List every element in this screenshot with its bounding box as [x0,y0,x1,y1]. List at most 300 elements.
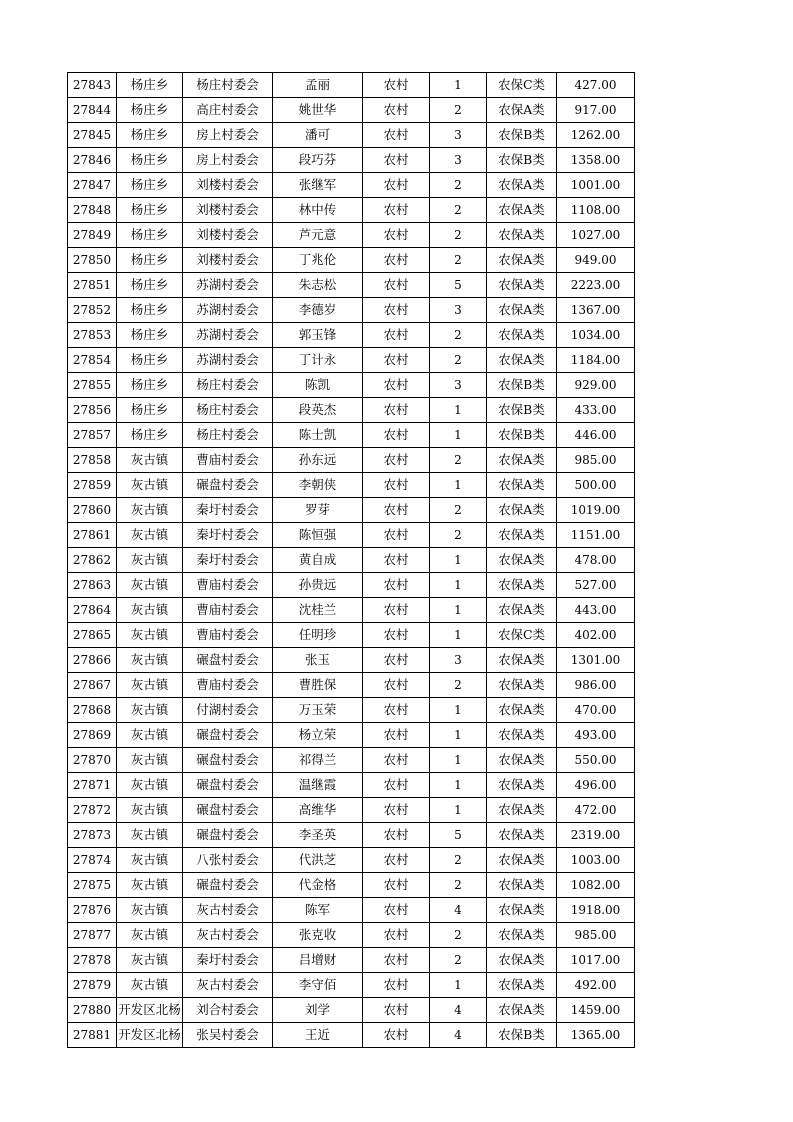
cell-village: 秦圩村委会 [183,948,273,973]
table-row [68,498,635,523]
cell-amount: 917.00 [557,98,635,123]
cell-category: 农保A类 [487,273,557,298]
cell-village: 曹庙村委会 [183,673,273,698]
cell-category: 农保A类 [487,973,557,998]
cell-village: 曹庙村委会 [183,598,273,623]
table-row [68,298,635,323]
cell-category: 农保B类 [487,1023,557,1048]
cell-id: 27863 [68,573,117,598]
cell-town: 杨庄乡 [117,423,183,448]
cell-category: 农保B类 [487,148,557,173]
cell-category: 农保A类 [487,223,557,248]
cell-name: 任明珍 [273,623,363,648]
cell-town: 灰古镇 [117,748,183,773]
cell-count: 1 [430,473,487,498]
cell-type: 农村 [363,1023,430,1048]
cell-name: 张克收 [273,923,363,948]
table-row [68,648,635,673]
cell-type: 农村 [363,398,430,423]
cell-name: 陈恒强 [273,523,363,548]
cell-amount: 986.00 [557,673,635,698]
cell-category: 农保A类 [487,298,557,323]
cell-count: 2 [430,248,487,273]
cell-town: 灰古镇 [117,873,183,898]
cell-count: 2 [430,873,487,898]
cell-category: 农保B类 [487,373,557,398]
table-row [68,723,635,748]
cell-town: 灰古镇 [117,648,183,673]
cell-category: 农保A类 [487,923,557,948]
cell-amount: 527.00 [557,573,635,598]
cell-amount: 1019.00 [557,498,635,523]
cell-count: 2 [430,923,487,948]
cell-type: 农村 [363,448,430,473]
cell-category: 农保A类 [487,323,557,348]
cell-name: 杨立荣 [273,723,363,748]
table-row [68,948,635,973]
cell-count: 1 [430,423,487,448]
cell-category: 农保A类 [487,873,557,898]
cell-town: 杨庄乡 [117,123,183,148]
cell-village: 苏湖村委会 [183,298,273,323]
cell-village: 灰古村委会 [183,898,273,923]
cell-category: 农保A类 [487,723,557,748]
cell-category: 农保A类 [487,573,557,598]
cell-id: 27871 [68,773,117,798]
cell-name: 罗芽 [273,498,363,523]
cell-village: 碾盘村委会 [183,723,273,748]
cell-category: 农保A类 [487,748,557,773]
cell-village: 苏湖村委会 [183,273,273,298]
cell-count: 2 [430,448,487,473]
cell-id: 27874 [68,848,117,873]
cell-id: 27881 [68,1023,117,1048]
cell-amount: 985.00 [557,923,635,948]
table-row [68,373,635,398]
cell-type: 农村 [363,73,430,98]
cell-town: 杨庄乡 [117,298,183,323]
cell-count: 1 [430,73,487,98]
cell-type: 农村 [363,998,430,1023]
table-row [68,173,635,198]
cell-count: 2 [430,348,487,373]
cell-amount: 1367.00 [557,298,635,323]
cell-type: 农村 [363,673,430,698]
cell-category: 农保A类 [487,498,557,523]
cell-village: 刘楼村委会 [183,198,273,223]
cell-town: 灰古镇 [117,448,183,473]
cell-amount: 1184.00 [557,348,635,373]
cell-type: 农村 [363,948,430,973]
cell-type: 农村 [363,598,430,623]
cell-id: 27872 [68,798,117,823]
cell-category: 农保A类 [487,998,557,1023]
cell-id: 27859 [68,473,117,498]
cell-category: 农保A类 [487,698,557,723]
cell-id: 27862 [68,548,117,573]
cell-name: 段英杰 [273,398,363,423]
table-row [68,123,635,148]
cell-type: 农村 [363,748,430,773]
table-row [68,548,635,573]
cell-village: 碾盘村委会 [183,798,273,823]
cell-town: 灰古镇 [117,498,183,523]
cell-id: 27850 [68,248,117,273]
table-row [68,973,635,998]
cell-type: 农村 [363,648,430,673]
cell-village: 秦圩村委会 [183,548,273,573]
data-table [67,72,635,1048]
cell-category: 农保A类 [487,773,557,798]
cell-town: 灰古镇 [117,923,183,948]
cell-count: 3 [430,123,487,148]
cell-id: 27857 [68,423,117,448]
cell-count: 1 [430,573,487,598]
cell-count: 1 [430,773,487,798]
cell-id: 27860 [68,498,117,523]
cell-amount: 472.00 [557,798,635,823]
cell-name: 高维华 [273,798,363,823]
cell-category: 农保A类 [487,848,557,873]
cell-type: 农村 [363,248,430,273]
cell-amount: 1301.00 [557,648,635,673]
cell-type: 农村 [363,548,430,573]
cell-name: 沈桂兰 [273,598,363,623]
cell-name: 丁计永 [273,348,363,373]
cell-type: 农村 [363,223,430,248]
cell-town: 杨庄乡 [117,173,183,198]
cell-count: 5 [430,273,487,298]
cell-village: 碾盘村委会 [183,748,273,773]
cell-type: 农村 [363,723,430,748]
cell-amount: 1365.00 [557,1023,635,1048]
cell-town: 杨庄乡 [117,223,183,248]
cell-name: 代金格 [273,873,363,898]
cell-village: 八张村委会 [183,848,273,873]
cell-village: 房上村委会 [183,148,273,173]
cell-id: 27873 [68,823,117,848]
cell-amount: 427.00 [557,73,635,98]
cell-count: 1 [430,798,487,823]
cell-town: 灰古镇 [117,848,183,873]
cell-amount: 470.00 [557,698,635,723]
cell-village: 张吴村委会 [183,1023,273,1048]
cell-count: 3 [430,298,487,323]
cell-town: 杨庄乡 [117,98,183,123]
cell-name: 李德岁 [273,298,363,323]
cell-village: 碾盘村委会 [183,473,273,498]
cell-amount: 929.00 [557,373,635,398]
cell-count: 3 [430,648,487,673]
cell-amount: 1262.00 [557,123,635,148]
table-row [68,198,635,223]
cell-type: 农村 [363,798,430,823]
cell-village: 碾盘村委会 [183,773,273,798]
cell-type: 农村 [363,198,430,223]
cell-id: 27866 [68,648,117,673]
table-row [68,623,635,648]
cell-id: 27870 [68,748,117,773]
cell-type: 农村 [363,848,430,873]
cell-town: 杨庄乡 [117,273,183,298]
cell-id: 27868 [68,698,117,723]
cell-category: 农保A类 [487,798,557,823]
cell-village: 苏湖村委会 [183,348,273,373]
cell-village: 苏湖村委会 [183,323,273,348]
cell-category: 农保C类 [487,73,557,98]
cell-type: 农村 [363,923,430,948]
cell-village: 灰古村委会 [183,923,273,948]
cell-name: 李守佰 [273,973,363,998]
cell-count: 2 [430,223,487,248]
cell-village: 杨庄村委会 [183,73,273,98]
cell-type: 农村 [363,98,430,123]
cell-id: 27877 [68,923,117,948]
table-row [68,348,635,373]
table-row [68,1023,635,1048]
cell-count: 1 [430,698,487,723]
cell-count: 1 [430,598,487,623]
table-row [68,823,635,848]
cell-amount: 550.00 [557,748,635,773]
table-row [68,523,635,548]
cell-id: 27854 [68,348,117,373]
cell-category: 农保A类 [487,98,557,123]
cell-town: 灰古镇 [117,673,183,698]
cell-name: 吕增财 [273,948,363,973]
cell-id: 27843 [68,73,117,98]
cell-type: 农村 [363,698,430,723]
cell-id: 27852 [68,298,117,323]
cell-id: 27879 [68,973,117,998]
cell-type: 农村 [363,573,430,598]
cell-amount: 493.00 [557,723,635,748]
cell-type: 农村 [363,323,430,348]
cell-category: 农保A类 [487,523,557,548]
cell-name: 朱志松 [273,273,363,298]
cell-name: 代洪芝 [273,848,363,873]
cell-town: 杨庄乡 [117,348,183,373]
cell-town: 灰古镇 [117,723,183,748]
cell-id: 27855 [68,373,117,398]
cell-village: 秦圩村委会 [183,498,273,523]
cell-name: 潘可 [273,123,363,148]
cell-town: 灰古镇 [117,548,183,573]
cell-id: 27849 [68,223,117,248]
cell-village: 曹庙村委会 [183,573,273,598]
cell-name: 姚世华 [273,98,363,123]
table-row [68,573,635,598]
cell-village: 高庄村委会 [183,98,273,123]
cell-id: 27846 [68,148,117,173]
cell-amount: 1108.00 [557,198,635,223]
cell-name: 孙贵远 [273,573,363,598]
table-row [68,848,635,873]
cell-type: 农村 [363,498,430,523]
cell-category: 农保A类 [487,898,557,923]
cell-type: 农村 [363,148,430,173]
cell-count: 1 [430,723,487,748]
cell-amount: 1459.00 [557,998,635,1023]
cell-count: 2 [430,198,487,223]
cell-name: 张玉 [273,648,363,673]
cell-count: 1 [430,548,487,573]
cell-amount: 1358.00 [557,148,635,173]
cell-type: 农村 [363,123,430,148]
cell-name: 王近 [273,1023,363,1048]
cell-amount: 1027.00 [557,223,635,248]
cell-name: 芦元意 [273,223,363,248]
table-body [68,73,635,1048]
cell-count: 1 [430,398,487,423]
cell-name: 林中传 [273,198,363,223]
cell-id: 27851 [68,273,117,298]
cell-category: 农保A类 [487,348,557,373]
cell-type: 农村 [363,423,430,448]
cell-amount: 2223.00 [557,273,635,298]
cell-id: 27880 [68,998,117,1023]
cell-amount: 478.00 [557,548,635,573]
table-row [68,73,635,98]
cell-type: 农村 [363,773,430,798]
table-row [68,398,635,423]
cell-amount: 402.00 [557,623,635,648]
cell-id: 27856 [68,398,117,423]
cell-amount: 443.00 [557,598,635,623]
cell-town: 灰古镇 [117,948,183,973]
cell-amount: 1001.00 [557,173,635,198]
cell-count: 2 [430,848,487,873]
cell-id: 27845 [68,123,117,148]
cell-category: 农保B类 [487,123,557,148]
cell-town: 灰古镇 [117,473,183,498]
cell-name: 万玉荣 [273,698,363,723]
cell-count: 1 [430,973,487,998]
cell-village: 秦圩村委会 [183,523,273,548]
cell-type: 农村 [363,298,430,323]
cell-id: 27864 [68,598,117,623]
cell-village: 杨庄村委会 [183,423,273,448]
cell-town: 灰古镇 [117,698,183,723]
cell-town: 杨庄乡 [117,373,183,398]
table-row [68,998,635,1023]
cell-id: 27844 [68,98,117,123]
cell-village: 碾盘村委会 [183,873,273,898]
cell-village: 杨庄村委会 [183,398,273,423]
table-row [68,323,635,348]
cell-village: 曹庙村委会 [183,623,273,648]
cell-village: 房上村委会 [183,123,273,148]
cell-name: 段巧芬 [273,148,363,173]
cell-type: 农村 [363,473,430,498]
cell-type: 农村 [363,873,430,898]
cell-count: 2 [430,948,487,973]
cell-town: 灰古镇 [117,898,183,923]
cell-name: 祁得兰 [273,748,363,773]
cell-amount: 1082.00 [557,873,635,898]
cell-town: 杨庄乡 [117,323,183,348]
cell-amount: 985.00 [557,448,635,473]
cell-village: 曹庙村委会 [183,448,273,473]
cell-name: 陈凯 [273,373,363,398]
cell-id: 27847 [68,173,117,198]
table-row [68,923,635,948]
cell-name: 刘学 [273,998,363,1023]
cell-name: 丁兆伦 [273,248,363,273]
cell-type: 农村 [363,898,430,923]
cell-category: 农保A类 [487,673,557,698]
cell-amount: 433.00 [557,398,635,423]
cell-town: 灰古镇 [117,523,183,548]
table-row [68,698,635,723]
table-row [68,473,635,498]
cell-count: 1 [430,748,487,773]
cell-id: 27853 [68,323,117,348]
cell-type: 农村 [363,523,430,548]
cell-id: 27867 [68,673,117,698]
table-row [68,598,635,623]
cell-category: 农保A类 [487,598,557,623]
cell-count: 3 [430,373,487,398]
cell-id: 27858 [68,448,117,473]
cell-category: 农保A类 [487,248,557,273]
cell-town: 灰古镇 [117,823,183,848]
table-row [68,273,635,298]
cell-count: 2 [430,173,487,198]
cell-name: 李朝侠 [273,473,363,498]
cell-town: 杨庄乡 [117,148,183,173]
cell-town: 开发区北杨 [117,1023,183,1048]
cell-count: 3 [430,148,487,173]
cell-count: 2 [430,98,487,123]
cell-type: 农村 [363,973,430,998]
cell-town: 杨庄乡 [117,398,183,423]
cell-id: 27848 [68,198,117,223]
cell-amount: 446.00 [557,423,635,448]
cell-type: 农村 [363,273,430,298]
cell-town: 灰古镇 [117,773,183,798]
cell-name: 曹胜保 [273,673,363,698]
cell-id: 27861 [68,523,117,548]
cell-count: 2 [430,323,487,348]
cell-id: 27876 [68,898,117,923]
cell-village: 碾盘村委会 [183,648,273,673]
cell-category: 农保B类 [487,398,557,423]
cell-category: 农保A类 [487,473,557,498]
cell-name: 李圣英 [273,823,363,848]
cell-type: 农村 [363,373,430,398]
cell-category: 农保A类 [487,198,557,223]
cell-category: 农保A类 [487,448,557,473]
cell-town: 灰古镇 [117,623,183,648]
table-row [68,223,635,248]
table-row [68,748,635,773]
cell-village: 付湖村委会 [183,698,273,723]
cell-town: 杨庄乡 [117,73,183,98]
table-row [68,873,635,898]
cell-name: 张继军 [273,173,363,198]
cell-amount: 496.00 [557,773,635,798]
cell-type: 农村 [363,623,430,648]
cell-amount: 500.00 [557,473,635,498]
cell-town: 灰古镇 [117,573,183,598]
cell-town: 杨庄乡 [117,198,183,223]
cell-count: 4 [430,898,487,923]
cell-village: 刘合村委会 [183,998,273,1023]
cell-category: 农保A类 [487,948,557,973]
cell-village: 碾盘村委会 [183,823,273,848]
cell-name: 郭玉锋 [273,323,363,348]
